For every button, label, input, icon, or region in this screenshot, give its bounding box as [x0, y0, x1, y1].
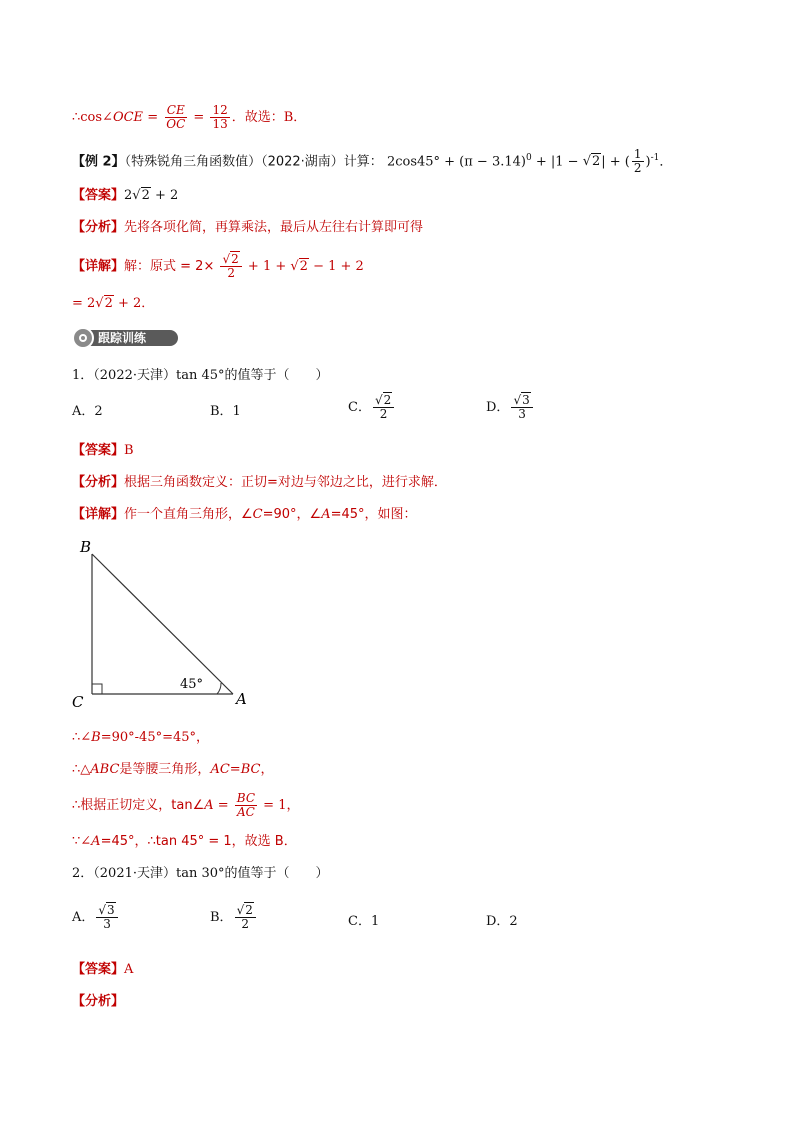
radicand: 3: [107, 903, 115, 917]
text: =90°-45°=45°，: [100, 730, 210, 745]
side-ab: [92, 554, 233, 694]
question-1-stem: 1．（2022·天津）tan 45°的值等于（ ）: [72, 368, 329, 383]
text: ∴cos∠: [72, 110, 113, 125]
vertex-b-label: B: [80, 538, 92, 556]
fraction: [235, 904, 256, 931]
detail-1: [72, 252, 364, 282]
numerator: √3: [511, 394, 532, 408]
radicand: 3: [522, 393, 530, 407]
expr: | + (: [601, 154, 630, 170]
numerator: CE: [166, 103, 185, 117]
analysis-3: [72, 992, 124, 1012]
badge-text: 跟踪训练: [98, 331, 147, 345]
denominator: 3: [103, 917, 111, 931]
analysis-label: 【分析】: [72, 475, 125, 490]
radicand: 2: [141, 188, 150, 203]
analysis-label: 【分析】: [72, 220, 125, 235]
var: A: [91, 834, 101, 849]
fraction: [96, 904, 117, 931]
q2-option-b: [210, 904, 258, 931]
expr: + 1 +: [243, 259, 291, 274]
answer-label: 【答案】: [72, 443, 125, 458]
q1-option-c: [348, 394, 396, 421]
numerator: 1: [633, 147, 642, 162]
fraction: [373, 394, 394, 421]
text: ∴△: [72, 762, 91, 777]
radicand: 2: [104, 296, 113, 311]
q1-option-b: B．1: [210, 404, 241, 419]
exponent: -1: [650, 153, 660, 163]
text: = 1，: [259, 798, 300, 813]
expr: 2cos45° + (π − 3.14): [386, 154, 526, 170]
fraction-sqrt2-2: [220, 253, 241, 280]
sqrt: √2: [290, 259, 308, 274]
analysis-2: [72, 473, 447, 493]
text: =45°，∴tan 45° = 1，故选 B．: [100, 834, 297, 849]
angle-label: 45°: [180, 677, 204, 692]
step-4: [72, 832, 297, 852]
text: ．故选：B．: [231, 110, 307, 125]
answer-label: 【答案】: [72, 188, 125, 203]
answer-value: + 2: [150, 188, 179, 203]
step-1: [72, 728, 209, 748]
text: ∴∠: [72, 730, 92, 745]
var: AC: [210, 762, 230, 777]
text: ∵∠: [72, 834, 92, 849]
step-3: [72, 792, 299, 819]
denominator: 2: [379, 407, 388, 421]
denominator: AC: [236, 805, 255, 819]
var: C: [252, 507, 263, 522]
vertex-c-label: C: [72, 693, 84, 711]
sqrt: √2: [582, 154, 601, 170]
detail-text: 解：原式 = 2×: [124, 259, 215, 274]
detail-label: 【详解】: [72, 259, 125, 274]
vertex-a-label: A: [236, 690, 247, 708]
numerator: √3: [96, 904, 117, 918]
answer-3: [72, 960, 133, 980]
text: ．: [659, 154, 673, 170]
text: 是等腰三角形，: [119, 762, 211, 777]
text: =: [213, 798, 233, 813]
analysis-label: 【分析】: [72, 994, 125, 1009]
answer-value: A: [124, 962, 134, 977]
expr: + |1 −: [531, 154, 583, 170]
radicand: 2: [299, 259, 308, 274]
question-2-stem: 2．（2021·天津）tan 30°的值等于（ ）: [72, 866, 329, 881]
fraction-12-13: [210, 104, 229, 131]
numerator: √2: [235, 904, 256, 918]
radicand: 2: [245, 903, 253, 917]
fraction-bc-ac: [235, 792, 257, 819]
q1-option-a: A．2: [72, 404, 103, 419]
option-label: B．: [210, 910, 233, 925]
angle-arc: [217, 683, 221, 694]
fraction-ce-oc: [164, 104, 187, 131]
fraction: [511, 394, 532, 421]
option-label: D．: [486, 400, 510, 415]
text: =45°，如图：: [330, 507, 417, 522]
angle-name: OCE: [112, 110, 144, 125]
analysis-text: 先将各项化简，再算乘法，最后从左往右计算即可得: [124, 220, 424, 235]
example-topic: （特殊锐角三角函数值）（2022·湖南）计算：: [124, 154, 383, 170]
text: =: [229, 762, 241, 777]
radicand: 2: [591, 154, 601, 170]
analysis-text: 根据三角函数定义：正切=对边与邻边之比，进行求解．: [124, 475, 447, 490]
denominator: OC: [166, 117, 186, 131]
text: ，: [260, 762, 274, 777]
exponent: 0: [525, 153, 532, 163]
denominator: 3: [518, 407, 526, 421]
numerator: √2: [373, 394, 394, 408]
numerator: √2: [220, 253, 241, 267]
var: B: [91, 730, 101, 745]
detail-label: 【详解】: [72, 507, 125, 522]
answer-value: 2: [124, 188, 133, 203]
tracking-training-badge: [72, 327, 180, 349]
result-1: [72, 294, 154, 314]
denominator: 13: [212, 117, 228, 131]
text: ∴根据正切定义，tan∠: [72, 798, 205, 813]
fraction-half: [632, 148, 644, 175]
example-label: 【例 2】: [72, 154, 125, 170]
right-triangle-diagram: [60, 532, 260, 712]
analysis-1: [72, 218, 423, 238]
radicand: 2: [231, 252, 239, 266]
expr: ): [645, 154, 651, 170]
sqrt: √2: [132, 188, 150, 203]
expr: + 2．: [113, 296, 155, 311]
q1-option-d: [486, 394, 535, 421]
q2-option-a: [72, 904, 120, 931]
sqrt: √2: [95, 296, 113, 311]
numerator: 12: [212, 103, 228, 117]
option-label: C．: [348, 400, 371, 415]
var: A: [204, 798, 214, 813]
denominator: 2: [633, 161, 642, 176]
text: 作一个直角三角形，∠: [124, 507, 253, 522]
denominator: 2: [227, 266, 235, 280]
example-2: [72, 148, 672, 175]
var: ABC: [90, 762, 120, 777]
option-label: A．: [72, 910, 95, 925]
top-conclusion: ∴cos∠OCE = $\frac{CE}{OC}$ = $\frac{12}{13}$ ．故选：B．: [72, 103, 307, 131]
var: BC: [240, 762, 261, 777]
q2-option-c: C．1: [348, 914, 380, 929]
detail-2: [72, 505, 417, 525]
answer-1: [72, 186, 178, 206]
target-icon: [72, 327, 94, 349]
text: =90°，∠: [262, 507, 322, 522]
q2-option-d: D．2: [486, 914, 518, 929]
step-2: [72, 760, 273, 780]
answer-value: B: [124, 443, 134, 458]
answer-label: 【答案】: [72, 962, 125, 977]
expr: = 2: [72, 296, 96, 311]
denominator: 2: [241, 917, 250, 931]
expr: − 1 + 2: [308, 259, 364, 274]
numerator: BC: [236, 791, 256, 805]
var: A: [321, 507, 331, 522]
radicand: 2: [383, 393, 392, 407]
answer-2: [72, 441, 134, 461]
right-angle-mark: [92, 684, 102, 694]
